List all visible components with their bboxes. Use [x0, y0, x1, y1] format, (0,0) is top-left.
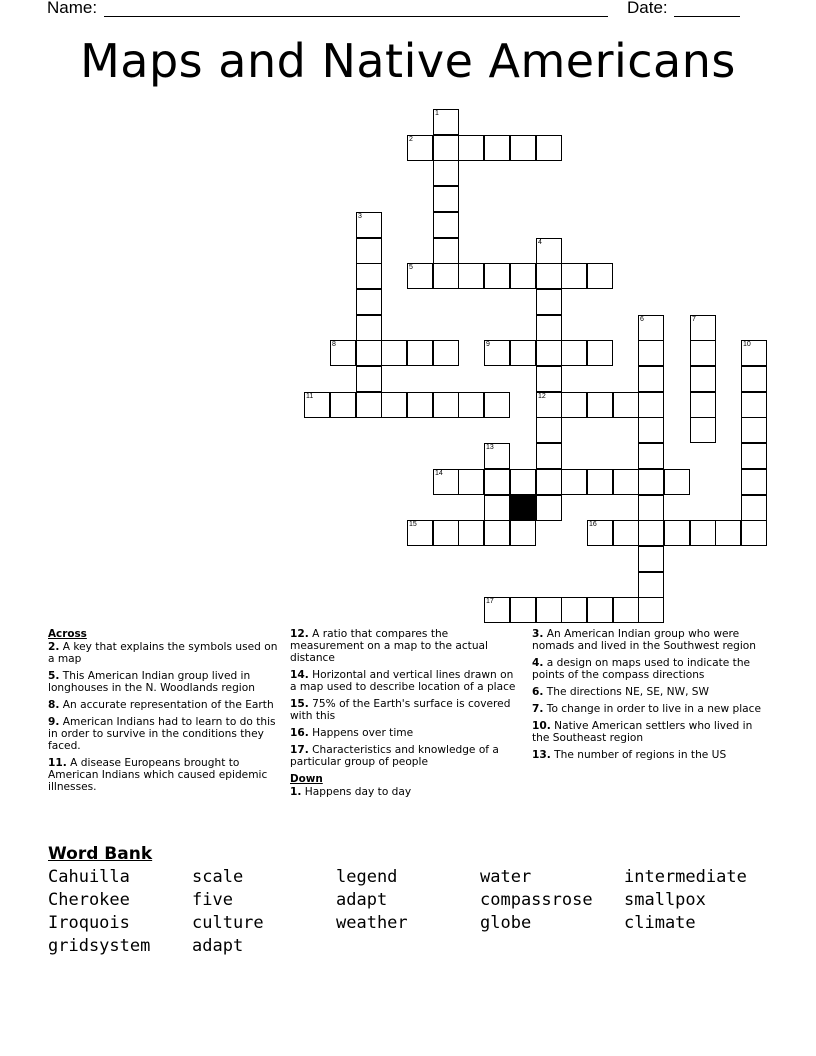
clue-number: 17. — [290, 744, 309, 756]
clue-text: Native American settlers who lived in the Southeast region — [532, 720, 753, 744]
word-bank-word: legend — [336, 867, 398, 887]
crossword-cell[interactable] — [510, 597, 536, 623]
word-bank-word: intermediate — [624, 867, 747, 887]
clue-item — [48, 716, 284, 752]
crossword-cell[interactable] — [356, 315, 382, 341]
crossword-cell[interactable] — [433, 263, 459, 289]
crossword-cell[interactable] — [561, 597, 587, 623]
clue-text: The number of regions in the US — [554, 749, 727, 761]
crossword-cell[interactable] — [356, 289, 382, 315]
crossword-black-cell — [510, 495, 536, 521]
word-bank-word: gridsystem — [48, 936, 151, 956]
crossword-cell[interactable] — [561, 340, 587, 366]
crossword-cell[interactable] — [613, 597, 639, 623]
clue-number: 7. — [532, 703, 544, 715]
clue-text: An American Indian group who were nomads and lived in the Southwest region — [532, 628, 756, 652]
crossword-cell[interactable] — [433, 212, 459, 238]
crossword-cell[interactable] — [356, 212, 382, 238]
crossword-cell[interactable] — [638, 315, 664, 341]
clue-item — [48, 699, 284, 711]
clue-number: 11. — [48, 757, 67, 769]
crossword-cell[interactable] — [638, 546, 664, 572]
crossword-cell[interactable] — [587, 263, 613, 289]
name-label: Name: — [47, 0, 98, 17]
crossword-cell[interactable] — [664, 469, 690, 495]
clue-item — [532, 749, 768, 761]
clue-number: 12 — [538, 393, 546, 400]
clue-number: 14. — [290, 669, 309, 681]
crossword-cell[interactable] — [381, 340, 407, 366]
crossword-cell[interactable] — [741, 495, 767, 521]
crossword-cell[interactable] — [613, 392, 639, 418]
crossword-cell[interactable] — [690, 340, 716, 366]
clue-item — [532, 703, 768, 715]
clue-item — [290, 744, 522, 768]
crossword-cell[interactable] — [433, 340, 459, 366]
clue-text: Horizontal and vertical lines drawn on a map used to describe location of a place — [290, 669, 516, 693]
date-label: Date: — [627, 0, 668, 17]
clue-number: 11 — [306, 393, 314, 400]
crossword-cell[interactable] — [638, 597, 664, 623]
clue-number: 2 — [409, 136, 413, 143]
clues-column-2 — [290, 628, 522, 803]
clue-number: 1. — [290, 786, 302, 798]
crossword-cell[interactable] — [458, 135, 484, 161]
clue-number: 7 — [692, 316, 696, 323]
crossword-cell[interactable] — [638, 495, 664, 521]
crossword-cell[interactable] — [690, 520, 716, 546]
crossword-cell[interactable] — [613, 469, 639, 495]
clue-number: 15. — [290, 698, 309, 710]
crossword-cell[interactable] — [638, 340, 664, 366]
crossword-cell[interactable] — [561, 392, 587, 418]
crossword-cell[interactable] — [484, 443, 510, 469]
clue-number: 5. — [48, 670, 60, 682]
clue-number: 9 — [486, 341, 490, 348]
crossword-cell[interactable] — [304, 392, 330, 418]
crossword-cell[interactable] — [484, 340, 510, 366]
clue-number: 6 — [640, 316, 644, 323]
crossword-cell[interactable] — [407, 263, 433, 289]
clue-text: A disease Europeans brought to American Indians which caused epidemic illnesses. — [48, 757, 268, 793]
clue-text: a design on maps used to indicate the points of the compass directions — [532, 657, 751, 681]
clue-item — [290, 727, 522, 739]
clue-number: 12. — [290, 628, 309, 640]
word-bank-word: Iroquois — [48, 913, 130, 933]
clues-column-1 — [48, 628, 284, 798]
clue-text: Happens day to day — [304, 786, 412, 798]
clue-text: Characteristics and knowledge of a particular group of people — [290, 744, 499, 768]
crossword-cell[interactable] — [510, 263, 536, 289]
crossword-cell[interactable] — [484, 597, 510, 623]
crossword-cell[interactable] — [433, 109, 459, 135]
crossword-cell[interactable] — [741, 366, 767, 392]
word-bank-word: Cahuilla — [48, 867, 130, 887]
crossword-cell[interactable] — [638, 572, 664, 598]
clue-item — [532, 720, 768, 744]
clue-item — [532, 657, 768, 681]
word-bank-word: globe — [480, 913, 532, 933]
clue-text: American Indians had to learn to do this in order to survive in the conditions they faced. — [48, 716, 276, 752]
crossword-cell[interactable] — [638, 392, 664, 418]
crossword-cell[interactable] — [587, 469, 613, 495]
clue-number: 16. — [290, 727, 309, 739]
crossword-cell[interactable] — [484, 392, 510, 418]
clue-item — [532, 686, 768, 698]
clue-number: 10. — [532, 720, 551, 732]
clue-number: 9. — [48, 716, 60, 728]
clue-number: 1 — [435, 110, 439, 117]
crossword-cell[interactable] — [741, 469, 767, 495]
crossword-cell[interactable] — [741, 392, 767, 418]
crossword-cell[interactable] — [561, 469, 587, 495]
word-bank-word: water — [480, 867, 532, 887]
clue-text: An accurate representation of the Earth — [62, 699, 274, 711]
clue-item — [48, 757, 284, 793]
crossword-cell[interactable] — [561, 263, 587, 289]
crossword-cell[interactable] — [381, 392, 407, 418]
crossword-cell[interactable] — [484, 135, 510, 161]
word-bank-word: climate — [624, 913, 696, 933]
clue-number: 2. — [48, 641, 60, 653]
word-bank-word: compassrose — [480, 890, 593, 910]
crossword-cell[interactable] — [433, 160, 459, 186]
down-clue-list-continued — [532, 628, 768, 761]
crossword-cell[interactable] — [433, 186, 459, 212]
clue-number: 3. — [532, 628, 544, 640]
clue-item — [290, 628, 522, 664]
crossword-cell[interactable] — [741, 417, 767, 443]
down-heading: Down — [290, 773, 323, 785]
crossword-cell[interactable] — [536, 263, 562, 289]
crossword-cell[interactable] — [536, 238, 562, 264]
crossword-cell[interactable] — [536, 469, 562, 495]
crossword-cell[interactable] — [638, 520, 664, 546]
crossword-cell[interactable] — [587, 520, 613, 546]
crossword-cell[interactable] — [356, 366, 382, 392]
crossword-cell[interactable] — [613, 520, 639, 546]
clue-number: 13 — [486, 444, 494, 451]
clue-text: To change in order to live in a new place — [546, 703, 761, 715]
crossword-cell[interactable] — [484, 469, 510, 495]
clue-number: 3 — [358, 213, 362, 220]
crossword-cell[interactable] — [741, 443, 767, 469]
crossword-cell[interactable] — [458, 392, 484, 418]
crossword-cell[interactable] — [484, 495, 510, 521]
crossword-cell[interactable] — [536, 340, 562, 366]
clue-text: The directions NE, SE, NW, SW — [546, 686, 710, 698]
clue-item — [532, 628, 768, 652]
word-bank-title: Word Bank — [48, 844, 153, 864]
crossword-cell[interactable] — [484, 263, 510, 289]
clue-number: 5 — [409, 264, 413, 271]
clue-item — [290, 786, 522, 798]
crossword-cell[interactable] — [690, 366, 716, 392]
word-bank-word: culture — [192, 913, 264, 933]
crossword-cell[interactable] — [458, 469, 484, 495]
clue-number: 8. — [48, 699, 60, 711]
clue-number: 4 — [538, 239, 542, 246]
crossword-cell[interactable] — [536, 495, 562, 521]
clue-number: 15 — [409, 521, 417, 528]
crossword-cell[interactable] — [330, 340, 356, 366]
crossword-cell[interactable] — [356, 392, 382, 418]
crossword-cell[interactable] — [458, 263, 484, 289]
across-clue-list-continued — [290, 628, 522, 768]
crossword-cell[interactable] — [536, 289, 562, 315]
clue-item — [48, 641, 284, 665]
crossword-cell[interactable] — [536, 315, 562, 341]
word-bank-word: smallpox — [624, 890, 706, 910]
crossword-cell[interactable] — [536, 443, 562, 469]
clues-column-3 — [532, 628, 768, 766]
crossword-cell[interactable] — [330, 392, 356, 418]
page-title: Maps and Native Americans — [80, 34, 736, 88]
word-bank-word: weather — [336, 913, 408, 933]
crossword-cell[interactable] — [433, 238, 459, 264]
across-clue-list — [48, 641, 284, 793]
crossword-cell[interactable] — [407, 520, 433, 546]
crossword-cell[interactable] — [510, 135, 536, 161]
crossword-cell[interactable] — [741, 520, 767, 546]
crossword-cell[interactable] — [433, 135, 459, 161]
crossword-cell[interactable] — [510, 520, 536, 546]
crossword-cell[interactable] — [638, 469, 664, 495]
word-bank-word: adapt — [192, 936, 244, 956]
clue-text: A ratio that compares the measurement on a map to the actual distance — [290, 628, 488, 664]
crossword-cell[interactable] — [484, 520, 510, 546]
clue-number: 13. — [532, 749, 551, 761]
crossword-cell[interactable] — [356, 263, 382, 289]
crossword-cell[interactable] — [638, 366, 664, 392]
clue-number: 10 — [743, 341, 751, 348]
clue-text: Happens over time — [312, 727, 414, 739]
crossword-cell[interactable] — [536, 597, 562, 623]
crossword-cell[interactable] — [690, 392, 716, 418]
crossword-cell[interactable] — [510, 340, 536, 366]
crossword-cell[interactable] — [715, 520, 741, 546]
word-bank-word: adapt — [336, 890, 388, 910]
across-heading: Across — [48, 628, 87, 640]
crossword-cell[interactable] — [587, 392, 613, 418]
clue-number: 17 — [486, 598, 494, 605]
clue-item — [290, 669, 522, 693]
crossword-cell[interactable] — [407, 135, 433, 161]
crossword-cell[interactable] — [536, 417, 562, 443]
crossword-cell[interactable] — [536, 392, 562, 418]
clue-text: A key that explains the symbols used on a map — [48, 641, 278, 665]
crossword-cell[interactable] — [536, 135, 562, 161]
crossword-cell[interactable] — [690, 315, 716, 341]
crossword-cell[interactable] — [433, 469, 459, 495]
crossword-cell[interactable] — [433, 392, 459, 418]
crossword-cell[interactable] — [741, 340, 767, 366]
word-bank-word: Cherokee — [48, 890, 130, 910]
clue-number: 16 — [589, 521, 597, 528]
clue-item — [290, 698, 522, 722]
crossword-cell[interactable] — [356, 238, 382, 264]
crossword-cell[interactable] — [407, 392, 433, 418]
crossword-cell[interactable] — [433, 520, 459, 546]
crossword-cell[interactable] — [664, 520, 690, 546]
crossword-cell[interactable] — [536, 366, 562, 392]
clue-text: 75% of the Earth's surface is covered with this — [290, 698, 511, 722]
crossword-cell[interactable] — [458, 520, 484, 546]
down-clue-list — [290, 786, 522, 798]
crossword-cell[interactable] — [638, 417, 664, 443]
clue-number: 6. — [532, 686, 544, 698]
clue-item — [48, 670, 284, 694]
crossword-cell[interactable] — [510, 469, 536, 495]
clue-number: 14 — [435, 470, 443, 477]
word-bank-word: scale — [192, 867, 244, 887]
crossword-cell[interactable] — [587, 597, 613, 623]
crossword-cell[interactable] — [407, 340, 433, 366]
crossword-cell[interactable] — [690, 417, 716, 443]
word-bank-word: five — [192, 890, 233, 910]
crossword-cell[interactable] — [638, 443, 664, 469]
clue-text: This American Indian group lived in longhouses in the N. Woodlands region — [48, 670, 255, 694]
clue-number: 8 — [332, 341, 336, 348]
crossword-cell[interactable] — [587, 340, 613, 366]
crossword-cell[interactable] — [356, 340, 382, 366]
clue-number: 4. — [532, 657, 544, 669]
